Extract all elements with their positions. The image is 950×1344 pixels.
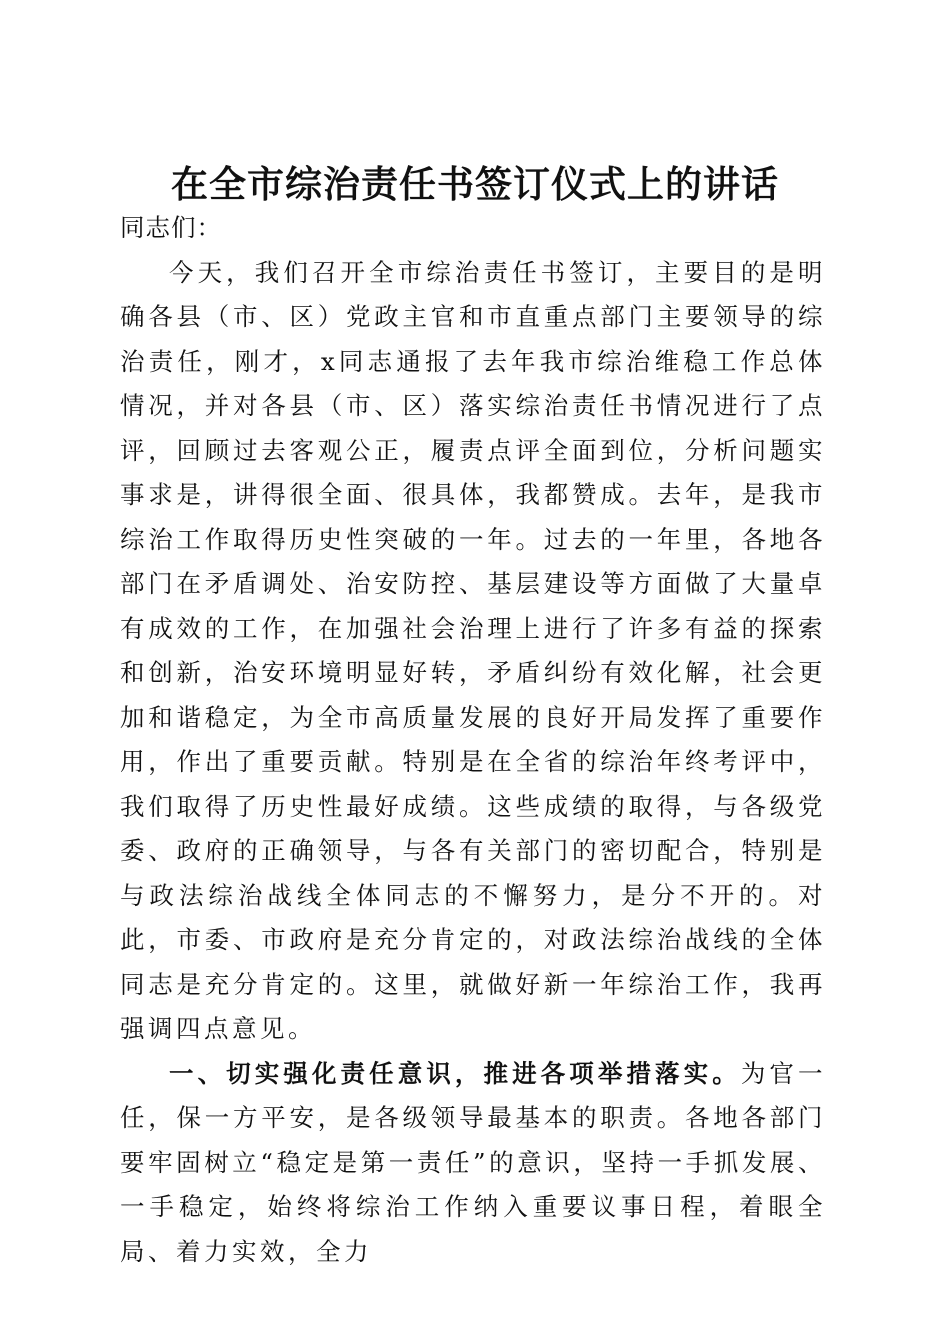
paragraph-2-body: 为官一任，保一方平安，是各级领导最基本的职责。各地各部门要牢固树立“稳定是第一责任”的意识，坚持一手抓发展、一手稳定，始终将综治工作纳入重要议事日程，着眼全局、着力实效，全力 [120, 1058, 827, 1266]
salutation: 同志们： [120, 213, 222, 242]
paragraph-2 [120, 1052, 826, 1275]
paragraph-2-heading: 一、切实强化责任意识，推进各项举措落实。 [169, 1058, 741, 1088]
document-title: 在全市综治责任书签订仪式上的讲话 [171, 161, 779, 206]
paragraph-1: 今天，我们召开全市综治责任书签订，主要目的是明确各县（市、区）党政主官和市直重点部门主要领导的综治责任，刚才，x同志通报了去年我市综治维稳工作总体情况，并对各县（市、区）落实综治责任书情况进行了点评，回顾过去客观公正，履责点评全面到位，分析问题实事求是，讲得很全面、很具体，我都赞成。去年，是我市综治工作取得历史性突破的一年。过去的一年里，各地各部门在矛盾调处、治安防控、基层建设等方面做了大量卓有成效的工作，在加强社会治理上进行了许多有益的探索和创新，治安环境明显好转，矛盾纠纷有效化解，社会更加和谐稳定，为全市高质量发展的良好开局发挥了重要作用，作出了重要贡献。特别是在全省的综治年终考评中，我们取得了历史性最好成绩。这些成绩的取得，与各级党委、政府的正确领导，与各有关部门的密切配合，特别是与政法综治战线全体同志的不懈努力，是分不开的。对此，市委、市政府是充分肯定的，对政法综治战线的全体同志是充分肯定的。这里，就做好新一年综治工作，我再强调四点意见。 [120, 257, 826, 1043]
document-body [120, 206, 826, 1274]
